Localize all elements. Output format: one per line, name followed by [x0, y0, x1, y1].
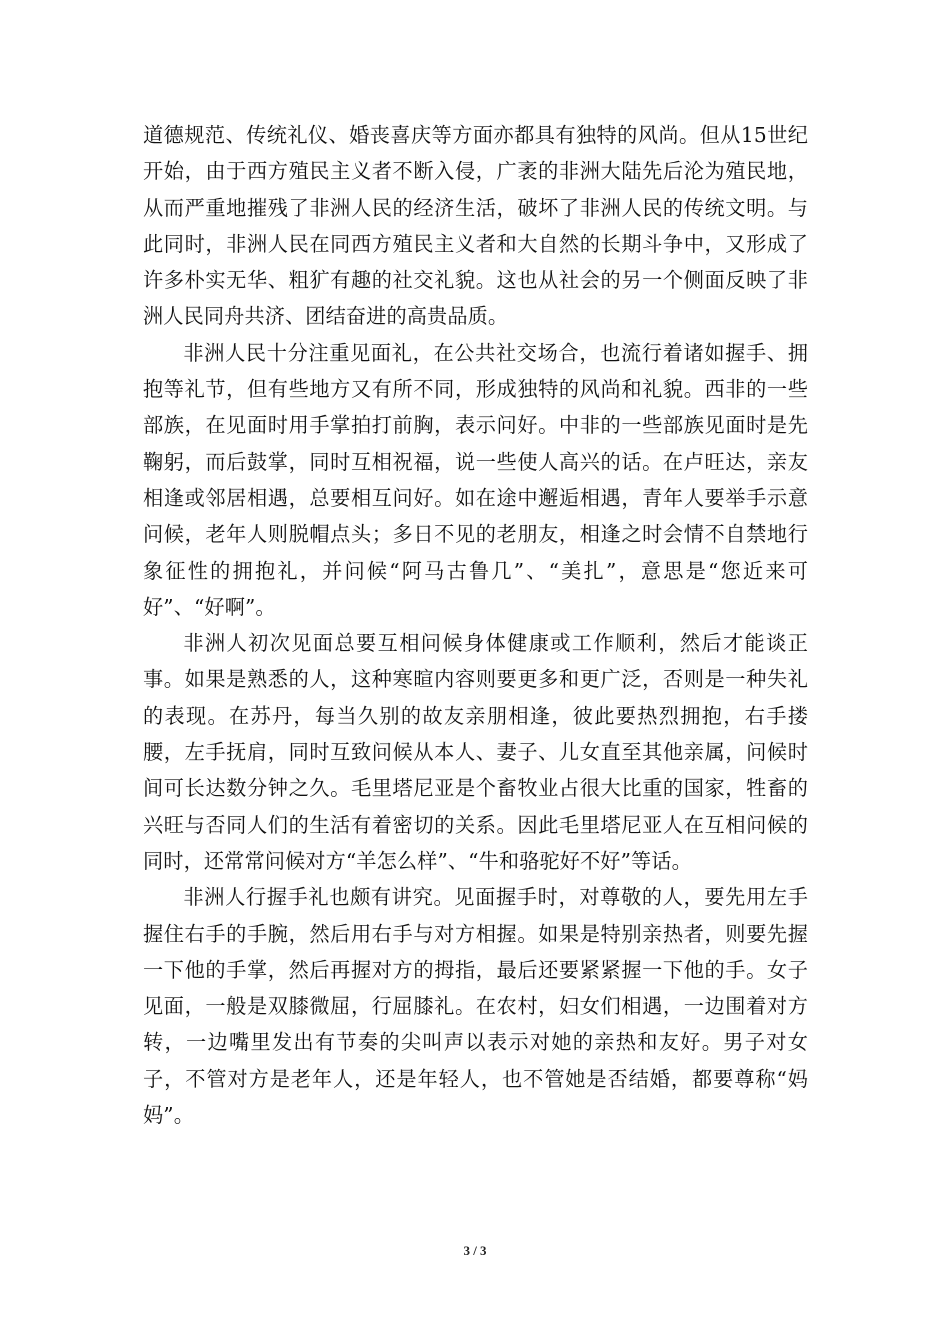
paragraph-4: 非洲人行握手礼也颇有讲究。见面握手时，对尊敬的人，要先用左手握住右手的手腕，然后用右手与对方相握。如果是特别亲热者，则要先握一下他的手掌，然后再握对方的拇指，最后还要紧紧握一下他的手。女子见面，一般是双膝微屈，行屈膝礼。在农村，妇女们相遇，一边围着对方转，一边嘴里发出有节奏的尖叫声以表示对她的亲热和友好。男子对女子，不管对方是老年人，还是年轻人，也不管她是否结婚，都要尊称“妈妈”。 [143, 885, 808, 1128]
document-body [143, 117, 808, 1133]
paragraph-2: 非洲人民十分注重见面礼，在公共社交场合，也流行着诸如握手、拥抱等礼节，但有些地方又有所不同，形成独特的风尚和礼貌。西非的一些部族，在见面时用手掌拍打前胸，表示问好。中非的一些部族见面时是先鞠躬，而后鼓掌，同时互相祝福，说一些使人高兴的话。在卢旺达，亲友相逢或邻居相遇，总要相互问好。如在途中邂逅相遇，青年人要举手示意问候，老年人则脱帽点头；多日不见的老朋友，相逢之时会情不自禁地行象征性的拥抱礼，并问候“阿马古鲁几”、“美扎”，意思是“您近来可好”、“好啊”。 [143, 340, 808, 619]
paragraph-1: 道德规范、传统礼仪、婚丧喜庆等方面亦都具有独特的风尚。但从15世纪开始，由于西方殖民主义者不断入侵，广袤的非洲大陆先后沦为殖民地，从而严重地摧残了非洲人民的经济生活，破坏了非洲人民的传统文明。与此同时，非洲人民在同西方殖民主义者和大自然的长期斗争中，又形成了许多朴实无华、粗犷有趣的社交礼貌。这也从社会的另一个侧面反映了非洲人民同舟共济、团结奋进的高贵品质。 [143, 123, 808, 329]
page-number: 3 / 3 [463, 1243, 487, 1258]
paragraph-3: 非洲人初次见面总要互相问候身体健康或工作顺利，然后才能谈正事。如果是熟悉的人，这种寒暄内容则要更多和更广泛，否则是一种失礼的表现。在苏丹，每当久别的故友亲朋相逢，彼此要热烈拥抱，右手搂腰，左手抚肩，同时互致问候从本人、妻子、儿女直至其他亲属，问候时间可长达数分钟之久。毛里塔尼亚是个畜牧业占很大比重的国家，牲畜的兴旺与否同人们的生活有着密切的关系。因此毛里塔尼亚人在互相问候的同时，还常常问候对方“羊怎么样”、“牛和骆驼好不好”等话。 [143, 631, 808, 873]
